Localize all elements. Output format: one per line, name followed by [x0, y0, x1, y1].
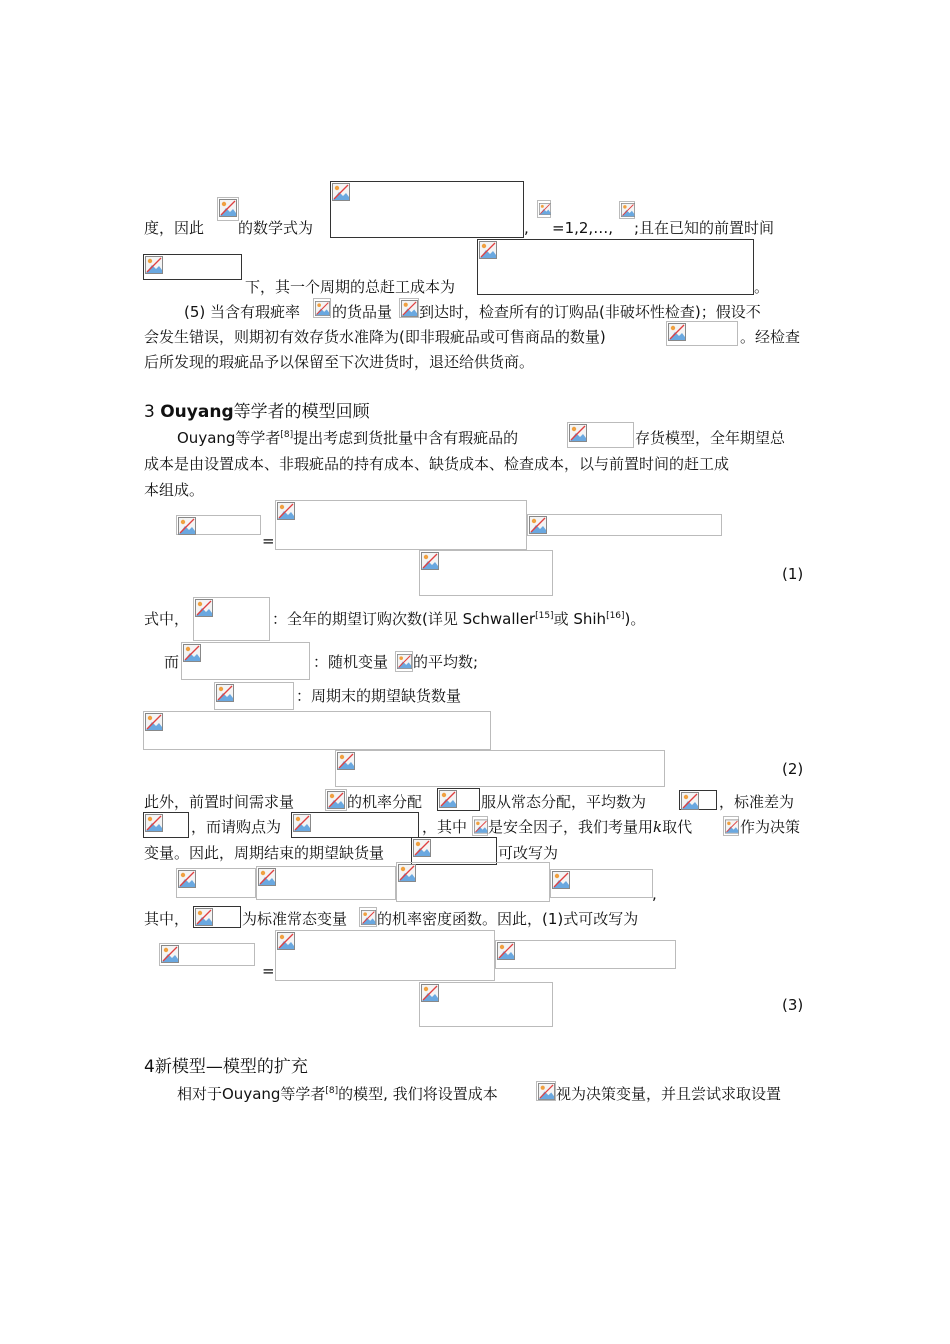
text-line: ，其中 — [422, 818, 468, 836]
text-line: , — [652, 885, 657, 903]
broken-image-icon — [479, 241, 497, 259]
broken-image-icon — [293, 814, 311, 832]
formula-image — [291, 812, 419, 838]
formula-image — [143, 254, 242, 280]
equals-sign: = — [262, 532, 275, 550]
text-line: 可改写为 — [498, 844, 559, 862]
section-heading: 3 Ouyang等学者的模型回顾 — [144, 402, 370, 422]
text-line: ，标准差为 — [719, 793, 795, 811]
text-line: 此外，前置时间需求量 — [144, 793, 295, 811]
formula-image — [214, 682, 294, 710]
broken-image-icon — [401, 300, 418, 317]
text-line: 的货品量 — [332, 303, 393, 321]
text-line: ：全年的期望订购次数(详见 Schwaller[15]或 Shih[16])。 — [272, 610, 646, 628]
formula-image — [256, 866, 396, 900]
formula-image — [419, 982, 553, 1027]
text-line: 度，因此 — [144, 219, 205, 237]
formula-image — [477, 239, 754, 295]
text-line: 到达时，检查所有的订购品(非破坏性检查)；假设不 — [419, 303, 761, 321]
formula-image — [723, 816, 739, 836]
text-line: ：周期末的期望缺货数量 — [296, 687, 462, 705]
broken-image-icon — [337, 752, 355, 770]
equals-sign: = — [262, 962, 275, 980]
text-line: 相对于Ouyang等学者[8]的模型, 我们将设置成本 — [177, 1085, 498, 1103]
formula-image — [275, 500, 527, 550]
broken-image-icon — [258, 868, 276, 886]
formula-image — [275, 930, 495, 981]
text-line: , — [524, 219, 529, 237]
text-line: 的数学式为 — [238, 219, 314, 237]
broken-image-icon — [421, 552, 439, 570]
formula-image — [537, 200, 551, 218]
text-line: ，而请购点为 — [191, 818, 282, 836]
broken-image-icon — [216, 684, 234, 702]
broken-image-icon — [398, 864, 416, 882]
broken-image-icon — [178, 870, 196, 888]
broken-image-icon — [332, 183, 350, 201]
formula-image — [335, 750, 665, 787]
formula-image — [313, 298, 331, 318]
broken-image-icon — [178, 517, 196, 535]
text-line: 。经检查 — [740, 328, 801, 346]
broken-image-icon — [621, 203, 635, 217]
formula-image — [159, 943, 255, 966]
broken-image-icon — [183, 644, 201, 662]
broken-image-icon — [569, 424, 587, 442]
formula-image — [176, 868, 256, 898]
equation-number: (3) — [782, 996, 804, 1014]
equation-number: (2) — [782, 760, 804, 778]
text-line: ;且在已知的前置时间 — [634, 219, 775, 237]
broken-image-icon — [397, 653, 412, 670]
formula-image — [396, 862, 550, 902]
formula-image — [330, 181, 524, 238]
formula-image — [411, 837, 497, 865]
section-heading: 4新模型—模型的扩充 — [144, 1057, 308, 1077]
broken-image-icon — [497, 942, 515, 960]
text-line: ：随机变量 — [313, 653, 389, 671]
text-line: 后所发现的瑕疵品予以保留至下次进货时，退还给供货商。 — [144, 353, 535, 371]
broken-image-icon — [421, 984, 439, 1002]
text-line: 的平均数; — [413, 653, 479, 671]
broken-image-icon — [315, 300, 330, 317]
text-line: 是安全因子，我们考量用k取代 — [488, 818, 693, 836]
broken-image-icon — [361, 909, 376, 926]
text-line: 为标准常态变量 — [242, 910, 348, 928]
formula-image — [419, 550, 553, 596]
broken-image-icon — [195, 908, 213, 926]
text-line: 会发生错误，则期初有效存货水准降为(即非瑕疵品或可售商品的数量) — [144, 328, 606, 346]
broken-image-icon — [277, 932, 295, 950]
broken-image-icon — [552, 871, 570, 889]
broken-image-icon — [529, 516, 547, 534]
equation-number: (1) — [782, 565, 804, 583]
broken-image-icon — [439, 790, 457, 808]
broken-image-icon — [277, 502, 295, 520]
formula-image — [550, 869, 653, 898]
text-line: 其中， — [144, 910, 190, 928]
formula-image — [527, 514, 722, 536]
broken-image-icon — [161, 945, 179, 963]
broken-image-icon — [413, 839, 431, 857]
text-line: 的机率分配 — [347, 793, 423, 811]
formula-image — [472, 816, 488, 836]
formula-image — [399, 298, 419, 318]
formula-image — [143, 711, 491, 750]
formula-image — [536, 1081, 556, 1101]
formula-image — [395, 651, 413, 672]
text-line: (5) 当含有瑕疵率 — [184, 303, 301, 321]
formula-image — [176, 515, 261, 535]
broken-image-icon — [725, 818, 739, 835]
text-line: 。 — [754, 278, 770, 296]
formula-image — [495, 940, 676, 969]
formula-image — [325, 789, 347, 811]
broken-image-icon — [539, 202, 551, 216]
broken-image-icon — [681, 792, 699, 810]
text-line: 的机率密度函数。因此，(1)式可改写为 — [377, 910, 639, 928]
text-line: 下，其一个周期的总赶工成本为 — [245, 278, 456, 296]
broken-image-icon — [474, 818, 488, 835]
text-line: 作为决策 — [740, 818, 801, 836]
formula-image — [359, 907, 377, 927]
formula-image — [193, 906, 241, 928]
broken-image-icon — [145, 713, 163, 731]
formula-image — [181, 642, 310, 680]
formula-image — [619, 201, 635, 219]
text-line: =1,2,…, — [552, 219, 613, 237]
formula-image — [679, 790, 717, 810]
text-line: 而 — [164, 653, 180, 671]
text-line: 视为决策变量，并且尝试求取设置 — [556, 1085, 782, 1103]
formula-image — [193, 597, 270, 641]
formula-image — [437, 788, 480, 811]
text-line: Ouyang等学者[8]提出考虑到货批量中含有瑕疵品的 — [177, 429, 519, 447]
formula-image — [666, 321, 738, 346]
text-line: 成本是由设置成本、非瑕疵品的持有成本、缺货成本、检查成本，以与前置时间的赶工成 — [144, 455, 730, 473]
broken-image-icon — [668, 323, 686, 341]
text-line: 本组成。 — [144, 481, 205, 499]
broken-image-icon — [219, 199, 237, 217]
broken-image-icon — [195, 599, 213, 617]
text-line: 存货模型，全年期望总 — [635, 429, 786, 447]
broken-image-icon — [145, 814, 163, 832]
broken-image-icon — [538, 1083, 555, 1100]
text-line: 服从常态分配，平均数为 — [481, 793, 647, 811]
formula-image — [143, 812, 189, 838]
broken-image-icon — [145, 256, 163, 274]
text-line: 变量。因此，周期结束的期望缺货量 — [144, 844, 385, 862]
formula-image — [567, 422, 634, 448]
formula-image — [217, 197, 239, 221]
broken-image-icon — [327, 791, 345, 809]
text-line: 式中， — [144, 610, 190, 628]
